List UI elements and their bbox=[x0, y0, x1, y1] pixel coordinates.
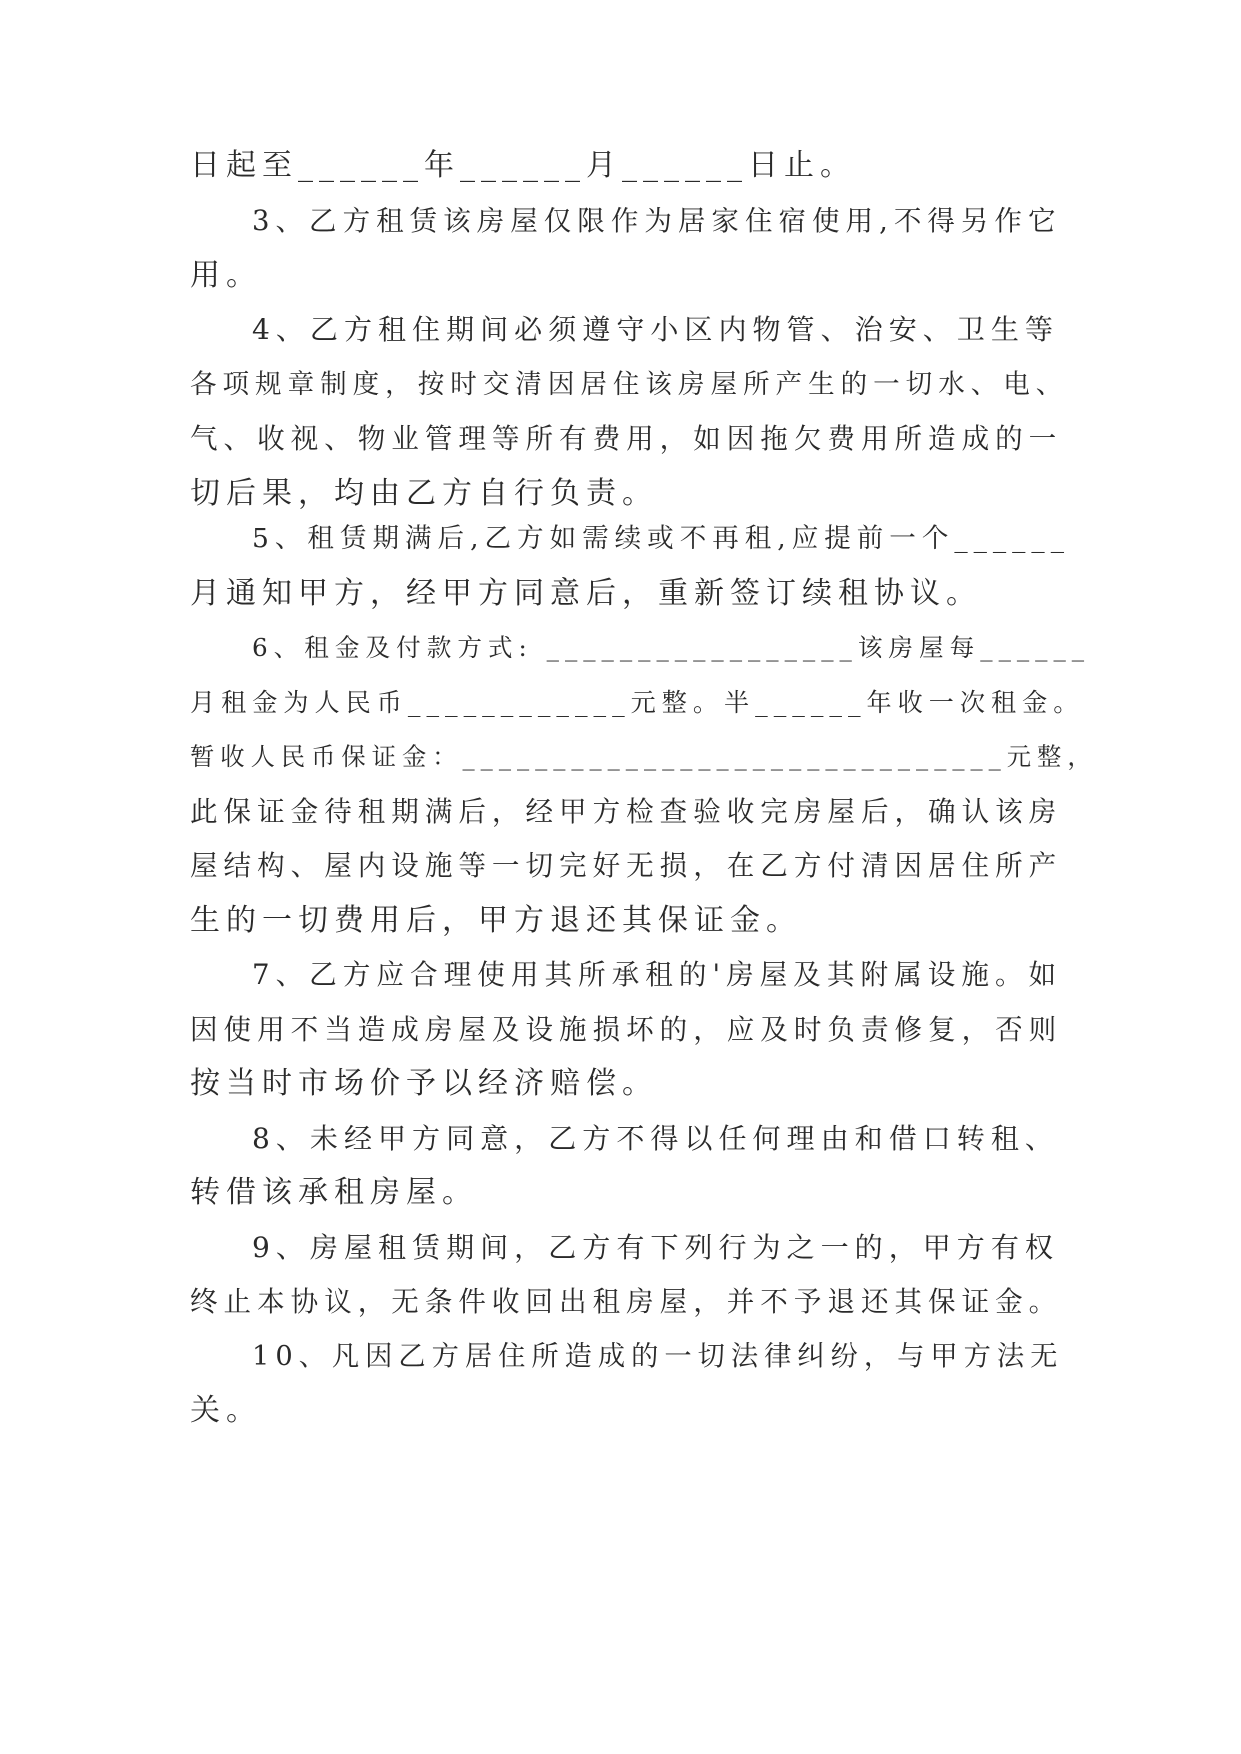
clause-4-line: 4、乙方租住期间必须遵守小区内物管、治安、卫生等 bbox=[252, 313, 1059, 346]
clause-9-line: 9、房屋租赁期间，乙方有下列行为之一的，甲方有权 bbox=[252, 1231, 1059, 1264]
clause-8-line: 8、未经甲方同意，乙方不得以任何理由和借口转租、 bbox=[252, 1122, 1059, 1155]
clause-5-line: 5、租赁期满后,乙方如需续或不再租,应提前一个______ bbox=[252, 523, 1070, 554]
text-line: 终止本协议，无条件收回出租房屋，并不予退还其保证金。 bbox=[190, 1286, 1063, 1318]
clause-7-line: 7、乙方应合理使用其所承租的'房屋及其附属设施。如 bbox=[252, 958, 1063, 991]
text-line: 月租金为人民币____________元整。半______年收一次租金。 bbox=[190, 688, 1085, 717]
text-line: 月通知甲方，经甲方同意后，重新签订续租协议。 bbox=[190, 576, 982, 611]
text-line: 屋结构、屋内设施等一切完好无损，在乙方付清因居住所产 bbox=[190, 850, 1063, 882]
text-line: 转借该承租房屋。 bbox=[190, 1175, 478, 1210]
text-line: 关。 bbox=[190, 1393, 262, 1428]
text-line: 按当时市场价予以经济赔偿。 bbox=[190, 1066, 658, 1101]
text-line: 切后果，均由乙方自行负责。 bbox=[190, 476, 658, 511]
text-line: 此保证金待租期满后，经甲方检查验收完房屋后，确认该房 bbox=[190, 796, 1063, 828]
text-line: 用。 bbox=[190, 258, 262, 293]
text-line: 气、收视、物业管理等所有费用，如因拖欠费用所造成的一 bbox=[190, 423, 1063, 455]
text-line: 暂收人民币保证金：______________________________元整， bbox=[190, 742, 1098, 771]
clause-6-line: 6、租金及付款方式: _________________该房屋每______ bbox=[252, 633, 1091, 662]
text-line: 生的一切费用后，甲方退还其保证金。 bbox=[190, 903, 802, 938]
text-line: 各项规章制度，按时交清因居住该房屋所产生的一切水、电、 bbox=[190, 369, 1069, 400]
clause-3-line: 3、乙方租赁该房屋仅限作为居家住宿使用,不得另作它 bbox=[252, 205, 1062, 237]
text-line: 因使用不当造成房屋及设施损坏的，应及时负责修复，否则 bbox=[190, 1014, 1063, 1046]
clause-10-line: 10、凡因乙方居住所造成的一切法律纠纷，与甲方法无 bbox=[252, 1341, 1064, 1372]
text-line: 日起至______年______月______日止。 bbox=[190, 148, 856, 183]
